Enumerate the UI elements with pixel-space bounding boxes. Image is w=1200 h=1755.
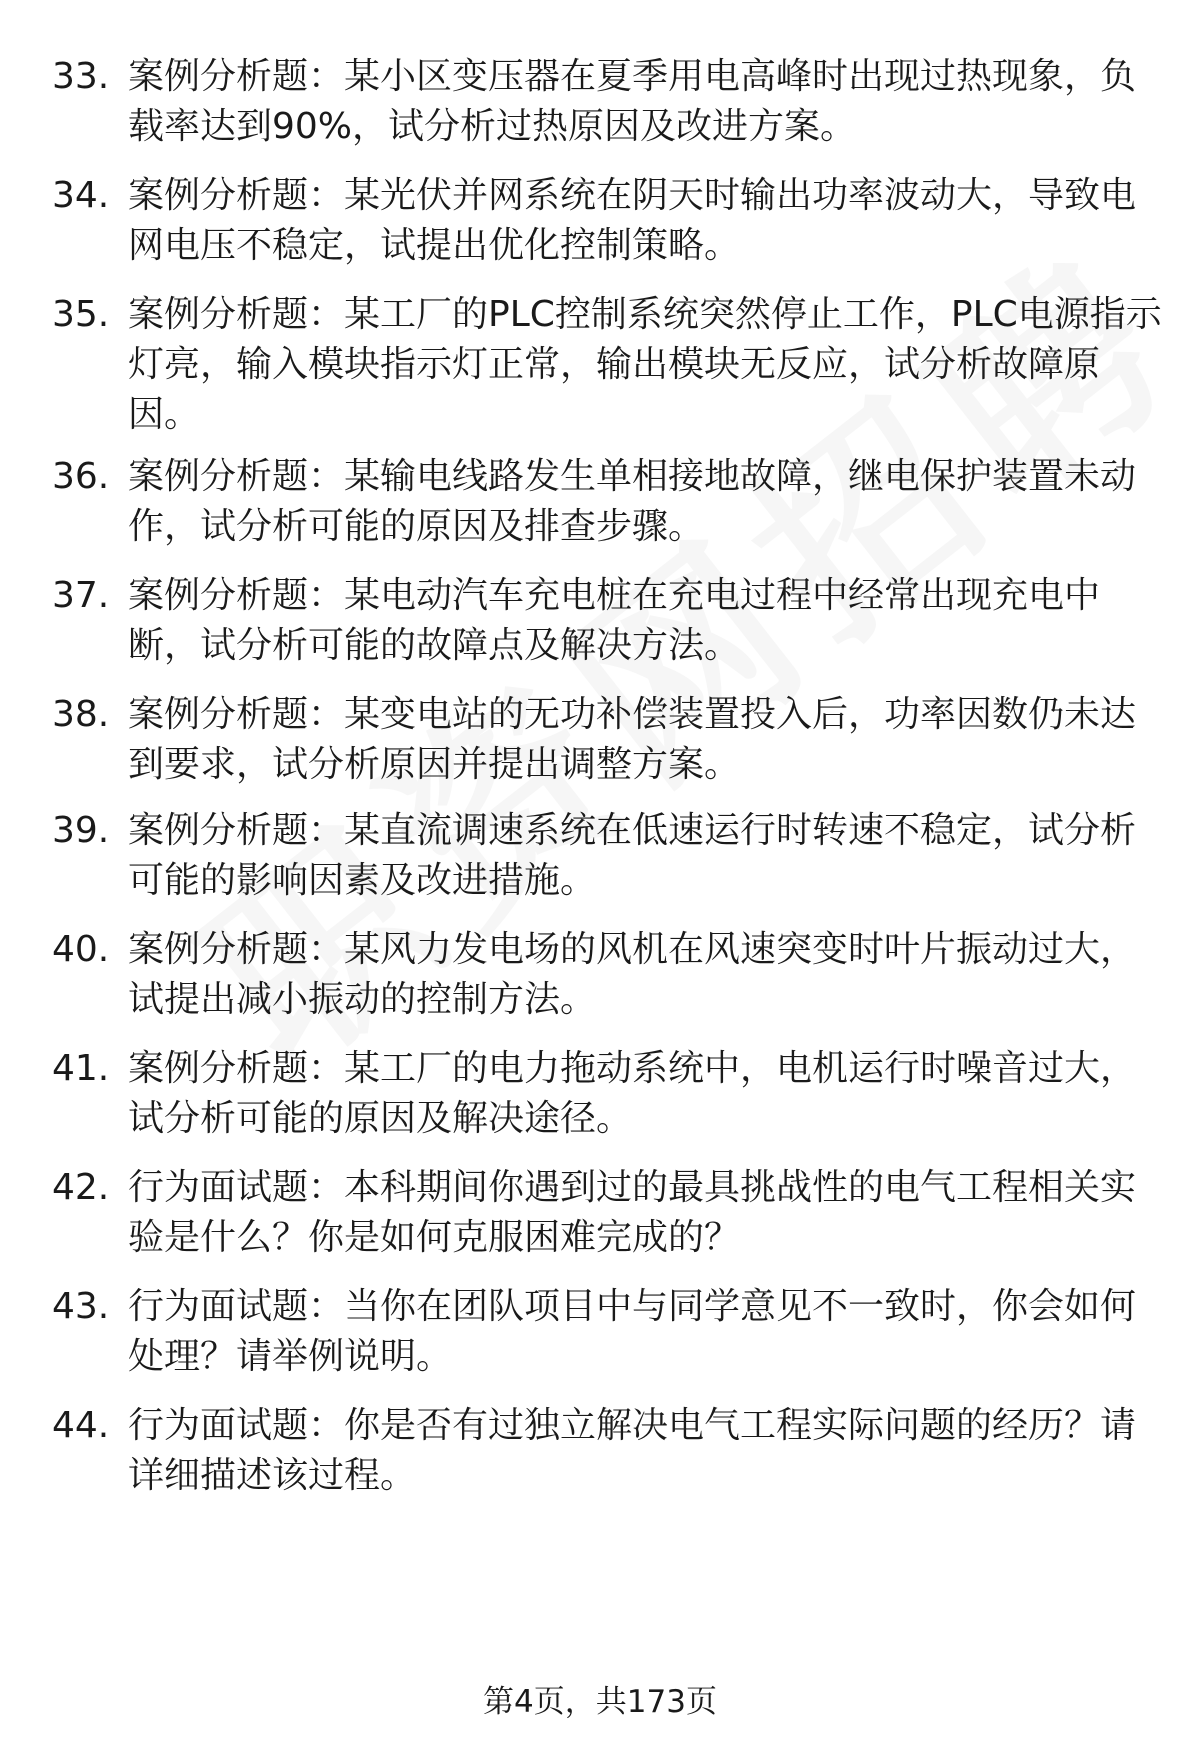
question-line: 案例分析题：某工厂的电力拖动系统中，电机运行时噪音过大， <box>128 1048 1137 1089</box>
question-line: 灯亮，输入模块指示灯正常，输出模块无反应，试分析故障原 <box>128 344 1101 385</box>
question-number: 34. <box>52 175 110 216</box>
page-footer: 第4页，共173页 <box>483 1684 717 1720</box>
question-line: 案例分析题：某风力发电场的风机在风速突变时叶片振动过大， <box>128 929 1137 970</box>
question-text <box>128 52 1168 152</box>
question-line: 行为面试题：当你在团队项目中与同学意见不一致时，你会如何 <box>128 1286 1137 1327</box>
question-text <box>128 690 1168 790</box>
question-number: 36. <box>52 456 110 497</box>
question-number: 41. <box>52 1048 110 1089</box>
question-number: 39. <box>52 810 110 851</box>
question-line: 行为面试题：本科期间你遇到过的最具挑战性的电气工程相关实 <box>128 1167 1137 1208</box>
question-text <box>128 571 1168 671</box>
question-line: 验是什么？你是如何克服困难完成的？ <box>128 1217 741 1258</box>
question-line: 案例分析题：某输电线路发生单相接地故障，继电保护装置未动 <box>128 456 1137 497</box>
question-line: 因。 <box>128 394 201 435</box>
question-text <box>128 1163 1168 1263</box>
question-line: 网电压不稳定，试提出优化控制策略。 <box>128 225 741 266</box>
question-text <box>128 171 1168 271</box>
question-number: 38. <box>52 694 110 735</box>
question-text <box>128 452 1168 552</box>
question-number: 35. <box>52 294 110 335</box>
question-number: 42. <box>52 1167 110 1208</box>
question-line: 详细描述该过程。 <box>128 1455 417 1496</box>
question-line: 案例分析题：某变电站的无功补偿装置投入后，功率因数仍未达 <box>128 694 1137 735</box>
question-line: 案例分析题：某工厂的PLC控制系统突然停止工作，PLC电源指示 <box>128 294 1162 335</box>
question-text <box>128 925 1168 1025</box>
question-text <box>128 290 1168 440</box>
question-number: 37. <box>52 575 110 616</box>
question-line: 试提出减小振动的控制方法。 <box>128 979 597 1020</box>
question-line: 断，试分析可能的故障点及解决方法。 <box>128 625 741 666</box>
question-line: 案例分析题：某直流调速系统在低速运行时转速不稳定，试分析 <box>128 810 1137 851</box>
question-text <box>128 1282 1168 1382</box>
question-line: 可能的影响因素及改进措施。 <box>128 860 597 901</box>
question-line: 案例分析题：某小区变压器在夏季用电高峰时出现过热现象，负 <box>128 56 1137 97</box>
question-line: 载率达到90%，试分析过热原因及改进方案。 <box>128 106 857 147</box>
question-text <box>128 806 1168 906</box>
question-number: 40. <box>52 929 110 970</box>
question-line: 案例分析题：某电动汽车充电桩在充电过程中经常出现充电中 <box>128 575 1101 616</box>
question-line: 到要求，试分析原因并提出调整方案。 <box>128 744 741 785</box>
question-line: 作，试分析可能的原因及排查步骤。 <box>128 506 705 547</box>
question-number: 33. <box>52 56 110 97</box>
question-line: 试分析可能的原因及解决途径。 <box>128 1098 633 1139</box>
question-text <box>128 1401 1168 1501</box>
question-line: 处理？请举例说明。 <box>128 1336 453 1377</box>
question-number: 43. <box>52 1286 110 1327</box>
question-line: 行为面试题：你是否有过独立解决电气工程实际问题的经历？请 <box>128 1405 1137 1446</box>
question-text <box>128 1044 1168 1144</box>
question-number: 44. <box>52 1405 110 1446</box>
question-line: 案例分析题：某光伏并网系统在阴天时输出功率波动大，导致电 <box>128 175 1137 216</box>
